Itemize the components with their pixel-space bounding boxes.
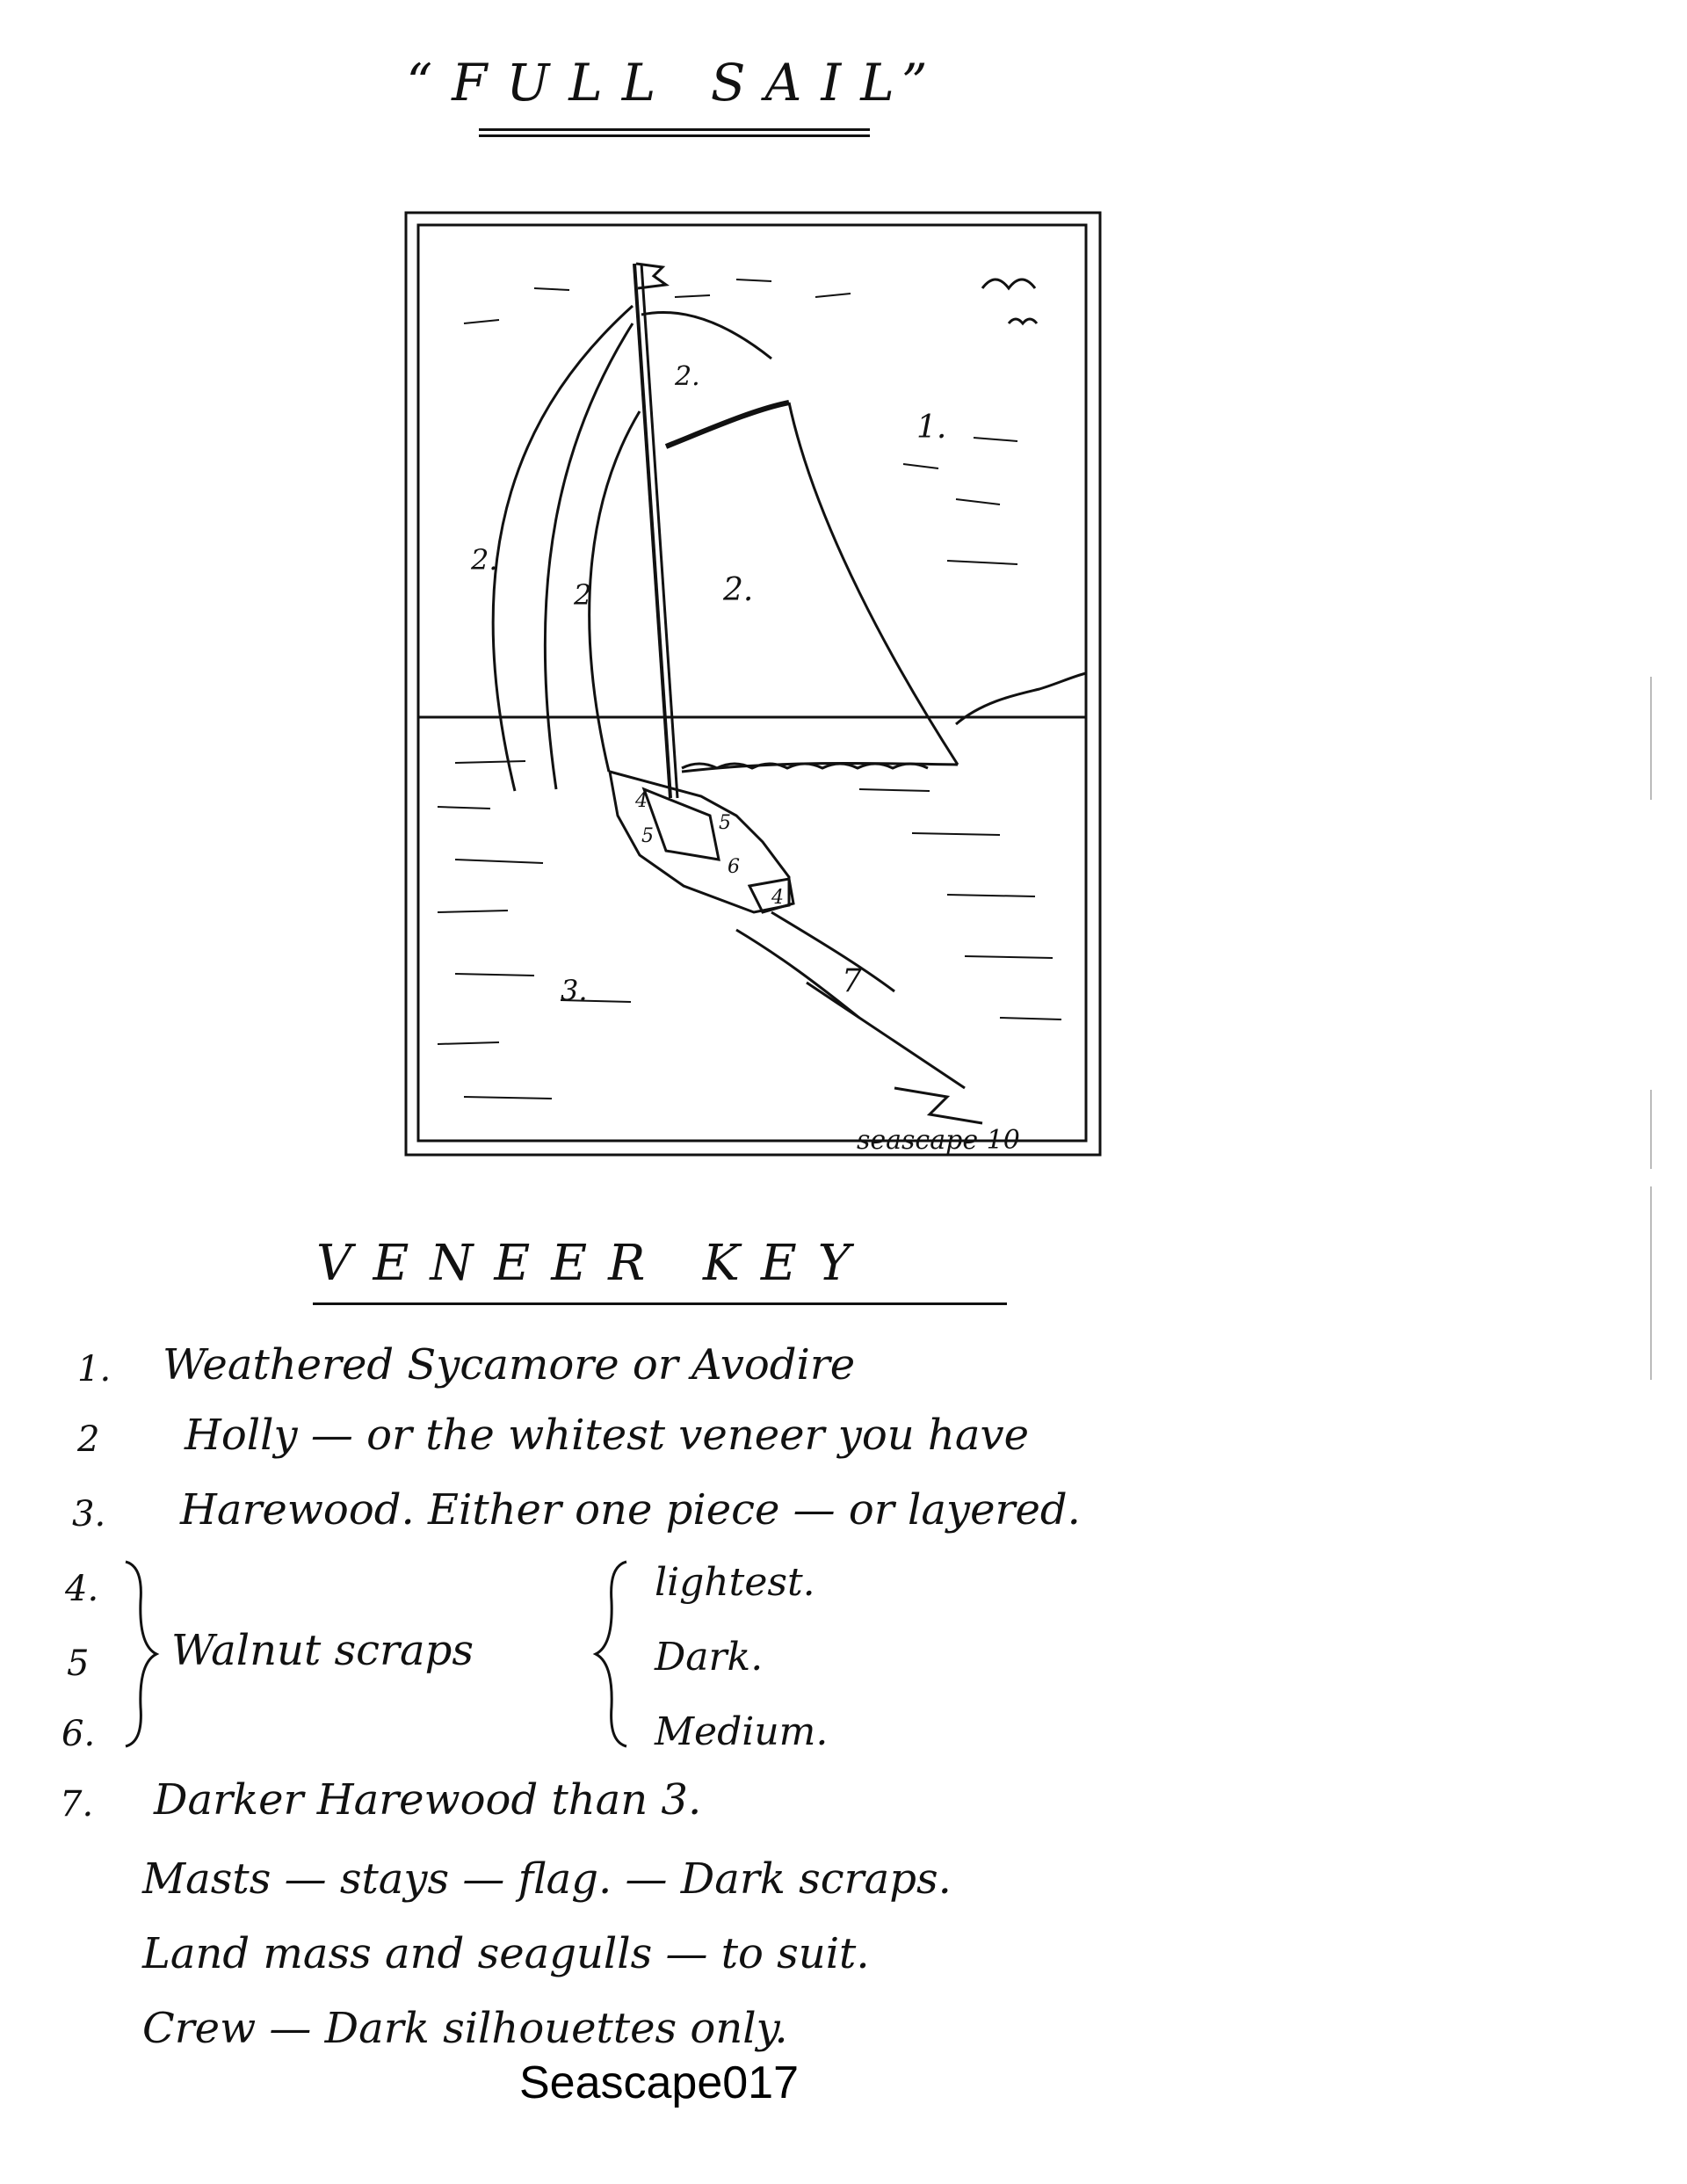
title-underline bbox=[479, 128, 870, 131]
title-underline-2 bbox=[479, 134, 870, 137]
key-number-3: 3. bbox=[72, 1494, 106, 1535]
key-item-2: Holly — or the whitest veneer you have bbox=[185, 1411, 1029, 1460]
sail-top bbox=[641, 312, 771, 359]
wake-4 bbox=[894, 1088, 982, 1123]
walnut-shade-dark: Dark. bbox=[655, 1635, 764, 1680]
note-land: Land mass and seagulls — to suit. bbox=[142, 1929, 870, 1978]
key-number-6: 6. bbox=[62, 1714, 96, 1754]
sea-strokes bbox=[438, 761, 1061, 1099]
key-item-7: Darker Harewood than 3. bbox=[154, 1775, 702, 1825]
gaff bbox=[666, 403, 789, 446]
wake-2 bbox=[771, 912, 894, 991]
outer-frame bbox=[406, 213, 1100, 1155]
label-cabin: 5 bbox=[719, 812, 731, 834]
key-title-underline bbox=[313, 1302, 1007, 1305]
seagull-2 bbox=[1009, 319, 1037, 323]
walnut-shade-medium: Medium. bbox=[655, 1709, 829, 1754]
label-main-sail: 2. bbox=[723, 572, 754, 608]
note-masts: Masts — stays — flag. — Dark scraps. bbox=[142, 1854, 952, 1904]
brace-left-icon bbox=[587, 1557, 631, 1751]
label-hull-side: 5 bbox=[641, 825, 654, 847]
page-title: “FULL SAIL” bbox=[406, 53, 947, 112]
walnut-label: Walnut scraps bbox=[171, 1626, 474, 1675]
key-item-1: Weathered Sycamore or Avodire bbox=[163, 1340, 856, 1389]
key-title: VENEER KEY bbox=[316, 1235, 872, 1292]
sail-main-leech bbox=[789, 403, 958, 765]
key-number-4: 4. bbox=[65, 1569, 99, 1609]
label-stern: 4 bbox=[771, 887, 784, 909]
walnut-shade-lightest: lightest. bbox=[655, 1560, 815, 1605]
label-sky: 1. bbox=[916, 410, 947, 446]
sailboat-drawing bbox=[402, 209, 1105, 1160]
key-item-3: Harewood. Either one piece — or layered. bbox=[180, 1485, 1081, 1535]
key-number-1: 1. bbox=[77, 1349, 112, 1389]
drawing-signature: seascape 10 bbox=[857, 1125, 1020, 1156]
label-left-sail: 2. bbox=[471, 543, 498, 577]
inner-frame bbox=[418, 225, 1086, 1141]
label-wake: 7 bbox=[842, 963, 862, 999]
footer-code: Seascape017 bbox=[518, 2057, 800, 2108]
note-crew: Crew — Dark silhouettes only. bbox=[142, 2004, 788, 2053]
wake-3 bbox=[807, 983, 965, 1088]
label-hull-bow: 4 bbox=[635, 790, 648, 812]
key-number-2: 2 bbox=[77, 1419, 100, 1460]
key-number-5: 5 bbox=[67, 1643, 90, 1684]
key-number-7: 7. bbox=[60, 1784, 94, 1825]
label-sea: 3. bbox=[561, 974, 588, 1007]
seagull bbox=[982, 279, 1035, 288]
label-mid-sail: 2 bbox=[574, 578, 592, 612]
brace-right-icon bbox=[121, 1557, 165, 1751]
label-top-sail: 2. bbox=[675, 361, 700, 392]
label-cockpit: 6 bbox=[728, 856, 740, 878]
